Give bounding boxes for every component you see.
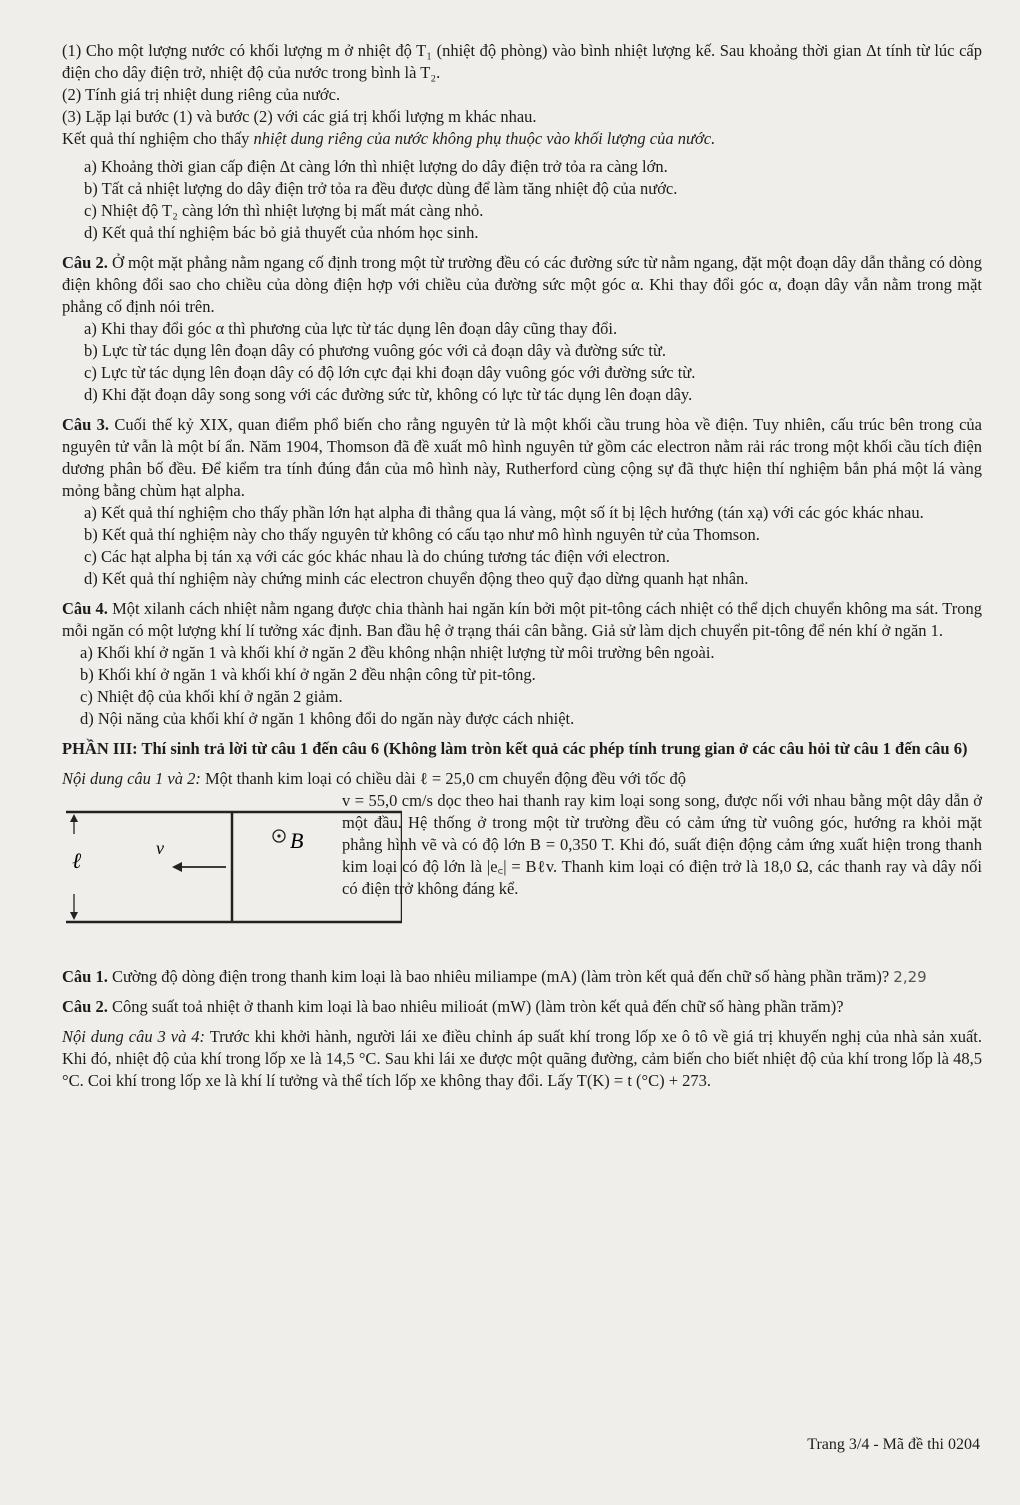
cau4-text: Một xilanh cách nhiệt nằm ngang được chia thành hai ngăn kín bởi một pit-tông cách nhiệt có thể dịch chuyển không ma sát. Trong mỗi ngăn có một lượng khí lí tưởng xác định. Ban đầu hệ ở trạng thái cân bằng. Giả sử làm dịch chuyển pit-tông để nén khí ở ngăn 1. (62, 599, 983, 640)
cau2-stem (62, 252, 982, 318)
q1-result (62, 128, 982, 150)
cau3-option-a: a) Kết quả thí nghiệm cho thấy phần lớn hạt alpha đi thẳng qua lá vàng, một số ít bị lệch hướng (tán xạ) với các góc khác nhau. (84, 503, 924, 522)
q1-step2: (2) Tính giá trị nhiệt dung riêng của nước. (62, 85, 341, 104)
part3-q2 (62, 996, 982, 1018)
cau3-option-d: d) Kết quả thí nghiệm này chứng minh các electron chuyển động theo quỹ đạo dừng quanh hạt nhân. (84, 569, 749, 588)
length-label: ℓ (72, 848, 82, 873)
cau2-option-a: a) Khi thay đổi góc α thì phương của lực từ tác dụng lên đoạn dây cũng thay đổi. (84, 319, 618, 338)
q1-option-d: d) Kết quả thí nghiệm bác bỏ giả thuyết của nhóm học sinh. (84, 223, 479, 242)
rail-problem-block (62, 790, 982, 966)
cau4-option-a: a) Khối khí ở ngăn 1 và khối khí ở ngăn 2 đều không nhận nhiệt lượng từ môi trường bên ngoài. (80, 643, 715, 662)
cau3-text: Cuối thế kỷ XIX, quan điểm phổ biến cho rằng nguyên tử là một khối cầu trung hòa về điện. Tuy nhiên, cấu trúc bên trong của nguyên tử vẫn là một bí ẩn. Năm 1904, Thomson đã đề xuất mô hình nguyên tử gồm các electron nằm rải rác trong một khối cầu tích điện dương phân bố đều. Để kiểm tra tính đúng đắn của mô hình này, Rutherford cùng cộng sự đã thực hiện thí nghiệm bắn phá một lá vàng mỏng bằng chùm hạt alpha. (62, 415, 983, 500)
context12-first: Một thanh kim loại có chiều dài ℓ = 25,0 cm chuyển động đều với tốc độ (200, 769, 686, 788)
context34 (62, 1026, 982, 1092)
page-footer: Trang 3/4 - Mã đề thi 0204 (807, 1436, 980, 1453)
q1-result-prefix: Kết quả thí nghiệm cho thấy (62, 129, 254, 148)
context34-text: Trước khi khởi hành, người lái xe điều chỉnh áp suất khí trong lốp xe ô tô về giá trị khuyến nghị của nhà sản xuất. Khi đó, nhiệt độ của khí trong lốp xe là 14,5 °C. Sau khi lái xe được một quãng đường, cảm biến cho biết nhiệt độ của khí trong lốp là 48,5 °C. Coi khí trong lốp xe là khí lí tưởng và thể tích lốp xe không thay đổi. Lấy T(K) = t (°C) + 273. (62, 1027, 982, 1090)
cau4-option-d: d) Nội năng của khối khí ở ngăn 1 không đổi do ngăn này được cách nhiệt. (80, 709, 575, 728)
exam-page (62, 40, 982, 1092)
context34-label: Nội dung câu 3 và 4: (62, 1027, 206, 1046)
cau2-text: Ở một mặt phẳng nằm ngang cố định trong một từ trường đều có các đường sức từ nằm ngang, đặt một đoạn dây dẫn thẳng có dòng điện không đổi sao cho chiều của dòng điện hợp với chiều của đường sức một góc α. Khi thay đổi góc α, đoạn dây vẫn nằm trong mặt phẳng cố định nói trên. (62, 253, 982, 316)
q1-option-a: a) Khoảng thời gian cấp điện Δt càng lớn thì nhiệt lượng do dây điện trở tỏa ra càng lớn. (84, 157, 668, 176)
cau2-option-c: c) Lực từ tác dụng lên đoạn dây có độ lớn cực đại khi đoạn dây vuông góc với đường sức từ. (84, 363, 696, 382)
cau4-stem (62, 598, 982, 642)
cau3-option-b: b) Kết quả thí nghiệm này cho thấy nguyên tử không có cấu tạo như mô hình nguyên tử của Thomson. (84, 525, 760, 544)
q1-step3: (3) Lặp lại bước (1) và bước (2) với các giá trị khối lượng m khác nhau. (62, 107, 537, 126)
context12-label: Nội dung câu 1 và 2: (62, 769, 201, 788)
cau2-label: Câu 2. (62, 253, 108, 272)
cau3-label: Câu 3. (62, 415, 110, 434)
q1-result-italic: nhiệt dung riêng của nước không phụ thuộc vào khối lượng của nước. (253, 129, 716, 148)
velocity-label: v⃗ (156, 838, 178, 858)
part3-q2-label: Câu 2. (62, 997, 108, 1016)
q1-option-c: c) Nhiệt độ T₂ càng lớn thì nhiệt lượng bị mất mát càng nhỏ. (84, 201, 484, 220)
cau3-option-c: c) Các hạt alpha bị tán xạ với các góc khác nhau là do chúng tương tác điện với electron. (84, 547, 670, 566)
field-label: B⃗ (290, 828, 321, 853)
handwritten-answer: 2,29 (893, 968, 927, 986)
cau2-option-d: d) Khi đặt đoạn dây song song với các đường sức từ, không có lực từ tác dụng lên đoạn dây. (84, 385, 693, 404)
part3-q1-text: Cường độ dòng điện trong thanh kim loại là bao nhiêu miliampe (mA) (làm tròn kết quả đến chữ số hàng phần trăm)? (107, 967, 890, 986)
cau4-option-c: c) Nhiệt độ của khối khí ở ngăn 2 giảm. (80, 687, 343, 706)
cau2-option-b: b) Lực từ tác dụng lên đoạn dây có phương vuông góc với cả đoạn dây và đường sức từ. (84, 341, 667, 360)
context12-rest: v = 55,0 cm/s dọc theo hai thanh ray kim loại song song, được nối với nhau bằng một dây dẫn ở một đầu. Hệ thống ở trong một từ trường đều có cảm ứng từ vuông góc, hướng ra khỏi mặt phẳng hình vẽ và có độ lớn B = 0,350 T. Khi đó, suất điện động cảm ứng xuất hiện trong thanh kim loại có độ lớn là |e꜀| = Bℓv. Thanh kim loại có điện trở là 18,0 Ω, các thanh ray và dây nối có điện trở không đáng kể. (342, 791, 982, 898)
q1-step1: (1) Cho một lượng nước có khối lượng m ở nhiệt độ T₁ (nhiệt độ phòng) vào bình nhiệt lượng kế. Sau khoảng thời gian Δt tính từ lúc cấp điện cho dây điện trở, nhiệt độ của nước trong bình là T₂. (62, 41, 982, 82)
part3-heading: PHẦN III: Thí sinh trả lời từ câu 1 đến câu 6 (Không làm tròn kết quả các phép tính trung gian ở các câu hỏi từ câu 1 đến câu 6) (62, 739, 968, 758)
part3-q2-text: Công suất toả nhiệt ở thanh kim loại là bao nhiêu milioát (mW) (làm tròn kết quả đến chữ số hàng phần trăm)? (107, 997, 844, 1016)
context12-line1 (62, 768, 982, 790)
part3-q1-label: Câu 1. (62, 967, 108, 986)
q1-option-b: b) Tất cả nhiệt lượng do dây điện trở tỏa ra đều được dùng để làm tăng nhiệt độ của nước. (84, 179, 678, 198)
cau4-option-b: b) Khối khí ở ngăn 1 và khối khí ở ngăn 2 đều nhận công từ pit-tông. (80, 665, 536, 684)
part3-q1 (62, 966, 982, 988)
cau3-stem (62, 414, 982, 502)
velocity-arrowhead (172, 862, 182, 872)
cau4-label: Câu 4. (62, 599, 108, 618)
